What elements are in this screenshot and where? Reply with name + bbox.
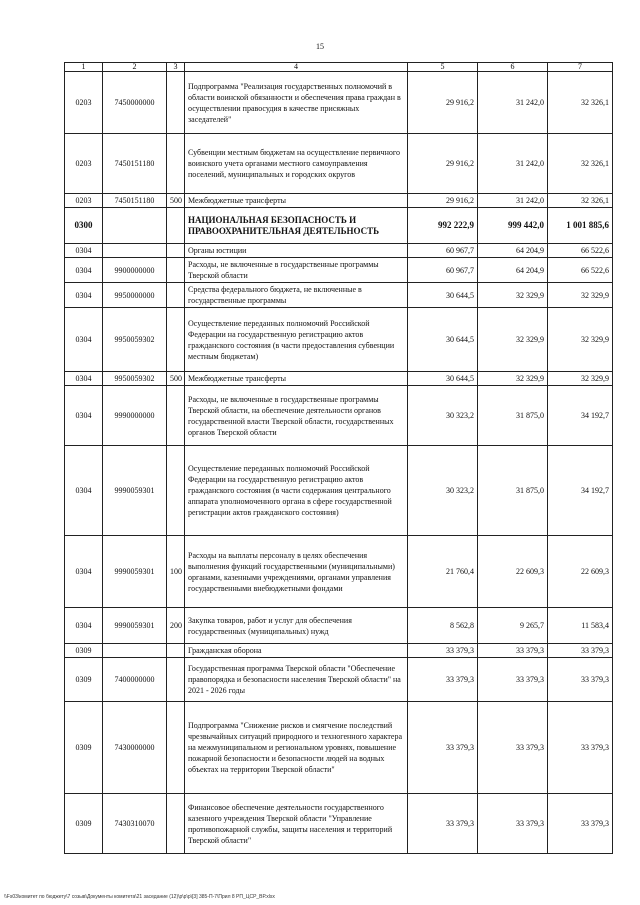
amount-col-7: 34 192,7 <box>548 446 613 536</box>
amount-col-7: 22 609,3 <box>548 536 613 608</box>
item-name: Расходы на выплаты персоналу в целях обеспечения выполнения функций государственными (муниципальными) органами, казенными учреждениями, органами управления государственными внебюджетными фондами <box>185 536 408 608</box>
section-code: 0304 <box>65 308 103 372</box>
item-name: Средства федерального бюджета, не включенные в государственные программы <box>185 283 408 308</box>
item-name: Осуществление переданных полномочий Российской Федерации на государственную регистрацию актов гражданского состояния (в части содержания центрального аппарата уполномоченного органа в сфере государственной регистрации актов гражданского состояния) <box>185 446 408 536</box>
table-row <box>65 608 613 644</box>
section-code: 0309 <box>65 658 103 702</box>
expense-type-code <box>167 134 185 194</box>
expense-type-code <box>167 644 185 658</box>
expense-type-code: 500 <box>167 194 185 208</box>
column-number: 7 <box>548 63 613 72</box>
amount-col-6: 31 242,0 <box>478 194 548 208</box>
table-row <box>65 72 613 134</box>
amount-col-5: 30 323,2 <box>408 446 478 536</box>
amount-col-6: 22 609,3 <box>478 536 548 608</box>
item-name: Расходы, не включенные в государственные программы Тверской области <box>185 258 408 283</box>
item-name: Осуществление переданных полномочий Российской Федерации на государственную регистрацию актов гражданского состояния (в части предоставления субвенции местным бюджетам) <box>185 308 408 372</box>
item-name: Межбюджетные трансферты <box>185 194 408 208</box>
item-name: Подпрограмма "Снижение рисков и смягчение последствий чрезвычайных ситуаций природного и техногенного характера на межмуниципальном и региональном уровнях, повышение пожарной безопасности и безопасности людей на водных объектах на территории Тверской области" <box>185 702 408 794</box>
expense-type-code <box>167 258 185 283</box>
amount-col-6: 31 242,0 <box>478 72 548 134</box>
target-article-code: 9900000000 <box>103 258 167 283</box>
amount-col-7: 66 522,6 <box>548 244 613 258</box>
column-number: 1 <box>65 63 103 72</box>
target-article-code: 9950059302 <box>103 372 167 386</box>
budget-table <box>64 62 613 854</box>
amount-col-6: 64 204,9 <box>478 244 548 258</box>
table-row <box>65 702 613 794</box>
expense-type-code <box>167 244 185 258</box>
table-row <box>65 644 613 658</box>
section-code: 0304 <box>65 258 103 283</box>
amount-col-6: 33 379,3 <box>478 658 548 702</box>
column-number-row <box>65 63 613 72</box>
table-row <box>65 283 613 308</box>
amount-col-5: 8 562,8 <box>408 608 478 644</box>
column-number: 3 <box>167 63 185 72</box>
table-row <box>65 536 613 608</box>
expense-type-code: 500 <box>167 372 185 386</box>
expense-type-code <box>167 794 185 854</box>
item-name: Органы юстиции <box>185 244 408 258</box>
amount-col-6: 32 329,9 <box>478 283 548 308</box>
column-number: 5 <box>408 63 478 72</box>
amount-col-7: 32 326,1 <box>548 134 613 194</box>
amount-col-7: 32 329,9 <box>548 372 613 386</box>
amount-col-7: 33 379,3 <box>548 702 613 794</box>
item-name: Межбюджетные трансферты <box>185 372 408 386</box>
amount-col-6: 33 379,3 <box>478 702 548 794</box>
section-code: 0304 <box>65 372 103 386</box>
amount-col-6: 32 329,9 <box>478 372 548 386</box>
target-article-code: 7430310070 <box>103 794 167 854</box>
amount-col-5: 30 644,5 <box>408 283 478 308</box>
amount-col-7: 32 326,1 <box>548 194 613 208</box>
amount-col-6: 32 329,9 <box>478 308 548 372</box>
amount-col-6: 64 204,9 <box>478 258 548 283</box>
amount-col-7: 33 379,3 <box>548 658 613 702</box>
item-name: Финансовое обеспечение деятельности государственного казенного учреждения Тверской области "Управление противопожарной службы, защиты населения и территорий Тверской области" <box>185 794 408 854</box>
table-row <box>65 308 613 372</box>
target-article-code <box>103 208 167 244</box>
table-row <box>65 794 613 854</box>
section-code: 0304 <box>65 608 103 644</box>
amount-col-5: 29 916,2 <box>408 72 478 134</box>
expense-type-code: 200 <box>167 608 185 644</box>
target-article-code: 7430000000 <box>103 702 167 794</box>
amount-col-7: 11 583,4 <box>548 608 613 644</box>
item-name: Подпрограмма "Реализация государственных полномочий в области воинской обязанности и обеспечения права граждан в осуществлении правосудия в качестве присяжных заседателей" <box>185 72 408 134</box>
table-body <box>65 72 613 854</box>
target-article-code: 9950000000 <box>103 283 167 308</box>
target-article-code: 7400000000 <box>103 658 167 702</box>
section-code: 0304 <box>65 283 103 308</box>
item-name: Субвенции местным бюджетам на осуществление первичного воинского учета органами местного самоуправления поселений, муниципальных и городских округов <box>185 134 408 194</box>
amount-col-7: 66 522,6 <box>548 258 613 283</box>
section-code: 0304 <box>65 536 103 608</box>
target-article-code: 9990000000 <box>103 386 167 446</box>
page-number: 15 <box>316 42 324 51</box>
amount-col-6: 9 265,7 <box>478 608 548 644</box>
table-row <box>65 134 613 194</box>
amount-col-5: 60 967,7 <box>408 244 478 258</box>
amount-col-5: 30 644,5 <box>408 372 478 386</box>
amount-col-7: 1 001 885,6 <box>548 208 613 244</box>
section-code: 0304 <box>65 244 103 258</box>
amount-col-6: 33 379,3 <box>478 794 548 854</box>
table-row <box>65 658 613 702</box>
amount-col-5: 29 916,2 <box>408 194 478 208</box>
section-code: 0304 <box>65 386 103 446</box>
table-row <box>65 372 613 386</box>
amount-col-7: 33 379,3 <box>548 644 613 658</box>
section-code: 0309 <box>65 702 103 794</box>
target-article-code <box>103 244 167 258</box>
amount-col-5: 30 644,5 <box>408 308 478 372</box>
section-code: 0300 <box>65 208 103 244</box>
amount-col-5: 21 760,4 <box>408 536 478 608</box>
expense-type-code <box>167 72 185 134</box>
target-article-code: 7450151180 <box>103 134 167 194</box>
column-number: 6 <box>478 63 548 72</box>
table-row <box>65 244 613 258</box>
amount-col-7: 32 329,9 <box>548 308 613 372</box>
expense-type-code <box>167 283 185 308</box>
amount-col-6: 31 242,0 <box>478 134 548 194</box>
expense-type-code: 100 <box>167 536 185 608</box>
expense-type-code <box>167 658 185 702</box>
amount-col-5: 30 323,2 <box>408 386 478 446</box>
item-name: Гражданская оборона <box>185 644 408 658</box>
expense-type-code <box>167 702 185 794</box>
expense-type-code <box>167 386 185 446</box>
section-code: 0309 <box>65 644 103 658</box>
amount-col-5: 33 379,3 <box>408 702 478 794</box>
amount-col-6: 31 875,0 <box>478 446 548 536</box>
column-number: 2 <box>103 63 167 72</box>
item-name: Расходы, не включенные в государственные программы Тверской области, на обеспечение деятельности органов государственной власти Тверской области, государственных органов Тверской области <box>185 386 408 446</box>
item-name: НАЦИОНАЛЬНАЯ БЕЗОПАСНОСТЬ И ПРАВООХРАНИТЕЛЬНАЯ ДЕЯТЕЛЬНОСТЬ <box>185 208 408 244</box>
table-row <box>65 446 613 536</box>
amount-col-5: 992 222,9 <box>408 208 478 244</box>
item-name: Государственная программа Тверской области "Обеспечение правопорядка и безопасности населения Тверской области" на 2021 - 2026 годы <box>185 658 408 702</box>
section-code: 0203 <box>65 72 103 134</box>
footer-file-path: \\Fs03\комитет по бюджету\7 созыв\Документы комитета\21 заседание (12)\p\p\p\[3] 385-П-7\Прил 8 РП_ЦСР_ВР.xlsx <box>4 894 275 900</box>
amount-col-5: 60 967,7 <box>408 258 478 283</box>
table-row <box>65 194 613 208</box>
target-article-code: 9990059301 <box>103 446 167 536</box>
section-code: 0203 <box>65 194 103 208</box>
expense-type-code <box>167 446 185 536</box>
amount-col-5: 29 916,2 <box>408 134 478 194</box>
table-row <box>65 386 613 446</box>
expense-type-code <box>167 208 185 244</box>
table-row <box>65 208 613 244</box>
amount-col-6: 31 875,0 <box>478 386 548 446</box>
target-article-code: 7450151180 <box>103 194 167 208</box>
target-article-code: 9990059301 <box>103 536 167 608</box>
amount-col-6: 33 379,3 <box>478 644 548 658</box>
section-code: 0304 <box>65 446 103 536</box>
amount-col-7: 32 329,9 <box>548 283 613 308</box>
amount-col-5: 33 379,3 <box>408 794 478 854</box>
section-code: 0203 <box>65 134 103 194</box>
table-row <box>65 258 613 283</box>
section-code: 0309 <box>65 794 103 854</box>
amount-col-5: 33 379,3 <box>408 658 478 702</box>
amount-col-6: 999 442,0 <box>478 208 548 244</box>
column-number: 4 <box>185 63 408 72</box>
target-article-code: 9990059301 <box>103 608 167 644</box>
amount-col-7: 33 379,3 <box>548 794 613 854</box>
amount-col-7: 32 326,1 <box>548 72 613 134</box>
target-article-code <box>103 644 167 658</box>
amount-col-7: 34 192,7 <box>548 386 613 446</box>
expense-type-code <box>167 308 185 372</box>
amount-col-5: 33 379,3 <box>408 644 478 658</box>
target-article-code: 7450000000 <box>103 72 167 134</box>
item-name: Закупка товаров, работ и услуг для обеспечения государственных (муниципальных) нужд <box>185 608 408 644</box>
target-article-code: 9950059302 <box>103 308 167 372</box>
